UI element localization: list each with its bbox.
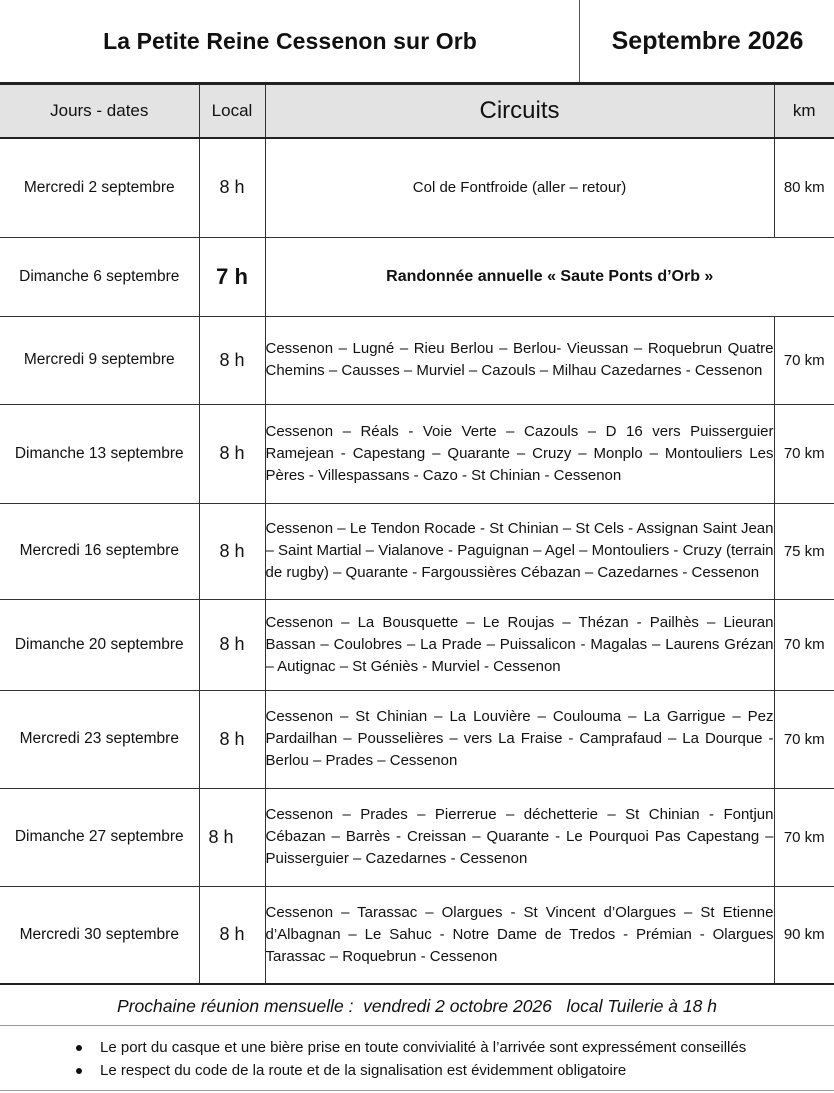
column-header-circuits: Circuits	[265, 84, 774, 139]
table-row	[0, 404, 834, 503]
ride-circuit: Col de Fontfroide (aller – retour)	[265, 138, 774, 237]
ride-day: Dimanche 6 septembre	[0, 237, 199, 316]
table-header-row	[0, 84, 834, 139]
divider	[0, 1090, 834, 1091]
ride-start-time: 8 h	[199, 886, 265, 984]
divider	[0, 1025, 834, 1026]
table-row	[0, 316, 834, 404]
ride-distance: 90 km	[774, 886, 834, 984]
ride-start-time: 7 h	[199, 237, 265, 316]
ride-day: Mercredi 2 septembre	[0, 138, 199, 237]
column-header-km: km	[774, 84, 834, 139]
ride-start-time: 8 h	[199, 503, 265, 599]
table-row	[0, 503, 834, 599]
ride-distance: 70 km	[774, 599, 834, 690]
schedule-table	[0, 82, 834, 985]
table-row	[0, 138, 834, 237]
ride-circuit: Cessenon – Le Tendon Rocade - St Chinian – St Cels - Assignan Saint Jean – Saint Martial – Vialanove - Paguignan – Agel – Montouliers - Cruzy (terrain de rugby) – Quarante - Fargoussières Cébazan – Cazedarnes - Cessenon	[265, 503, 774, 599]
next-meeting-note: Prochaine réunion mensuelle : vendredi 2 octobre 2026 local Tuilerie à 18 h	[117, 995, 717, 1016]
ride-day: Mercredi 9 septembre	[0, 316, 199, 404]
month-title: Septembre 2026	[611, 26, 804, 55]
header-divider	[579, 0, 580, 82]
notes-list	[0, 1036, 746, 1082]
ride-distance: 80 km	[774, 138, 834, 237]
ride-distance: 70 km	[774, 788, 834, 886]
ride-circuit: Cessenon – Réals - Voie Verte – Cazouls – D 16 vers Puisserguier Ramejean - Capestang – Quarante – Cruzy – Monplo – Montouliers Les Pères - Villespassans - Cazo - St Chinian - Cessenon	[265, 404, 774, 503]
ride-start-time: 8 h	[199, 138, 265, 237]
ride-circuit: Cessenon – La Bousquette – Le Roujas – Thézan - Pailhès – Lieuran Bassan – Coulobres – La Prade – Puissalicon - Magalas – Laurens Grézan – Autignac – St Géniès - Murviel - Cessenon	[265, 599, 774, 690]
ride-circuit: Cessenon – Prades – Pierrerue – déchetterie – St Chinian - Fontjun Cébazan – Barrès - Creissan – Quarante - Le Pourquoi Pas Capestang – Puisserguier – Cazedarnes - Cessenon	[265, 788, 774, 886]
ride-day: Dimanche 20 septembre	[0, 599, 199, 690]
list-item: Le respect du code de la route et de la signalisation est évidemment obligatoire	[100, 1059, 746, 1082]
ride-day: Mercredi 23 septembre	[0, 690, 199, 788]
ride-day: Dimanche 27 septembre	[0, 788, 199, 886]
table-row	[0, 886, 834, 984]
ride-distance: 70 km	[774, 316, 834, 404]
ride-start-time: 8 h	[199, 316, 265, 404]
ride-distance: 75 km	[774, 503, 834, 599]
table-row	[0, 788, 834, 886]
ride-distance: 70 km	[774, 404, 834, 503]
ride-circuit: Randonnée annuelle « Saute Ponts d’Orb »	[265, 237, 834, 316]
ride-start-time: 8 h	[199, 404, 265, 503]
column-header-day: Jours - dates	[0, 84, 199, 139]
table-row	[0, 237, 834, 316]
table-row	[0, 599, 834, 690]
ride-day: Mercredi 16 septembre	[0, 503, 199, 599]
ride-circuit: Cessenon – St Chinian – La Louvière – Coulouma – La Garrigue – Pez Pardailhan – Pousselières – vers La Fraise - Camprafaud – La Dourque - Berlou – Prades – Cessenon	[265, 690, 774, 788]
ride-circuit: Cessenon – Tarassac – Olargues - St Vincent d’Olargues – St Etienne d’Albagnan – Le Sahuc - Notre Dame de Tredos - Prémian - Olargues Tarassac – Roquebrun - Cessenon	[265, 886, 774, 984]
table-row	[0, 690, 834, 788]
list-item: Le port du casque et une bière prise en toute convivialité à l’arrivée sont expressément conseillés	[100, 1036, 746, 1059]
ride-circuit: Cessenon – Lugné – Rieu Berlou – Berlou- Vieussan – Roquebrun Quatre Chemins – Causses – Murviel – Cazouls – Milhau Cazedarnes - Cessenon	[265, 316, 774, 404]
ride-start-time: 8 h	[199, 788, 265, 886]
document-header	[0, 0, 834, 82]
ride-start-time: 8 h	[199, 690, 265, 788]
ride-day: Mercredi 30 septembre	[0, 886, 199, 984]
ride-day: Dimanche 13 septembre	[0, 404, 199, 503]
ride-start-time: 8 h	[199, 599, 265, 690]
club-name: La Petite Reine Cessenon sur Orb	[103, 27, 477, 54]
ride-distance: 70 km	[774, 690, 834, 788]
column-header-local: Local	[199, 84, 265, 139]
